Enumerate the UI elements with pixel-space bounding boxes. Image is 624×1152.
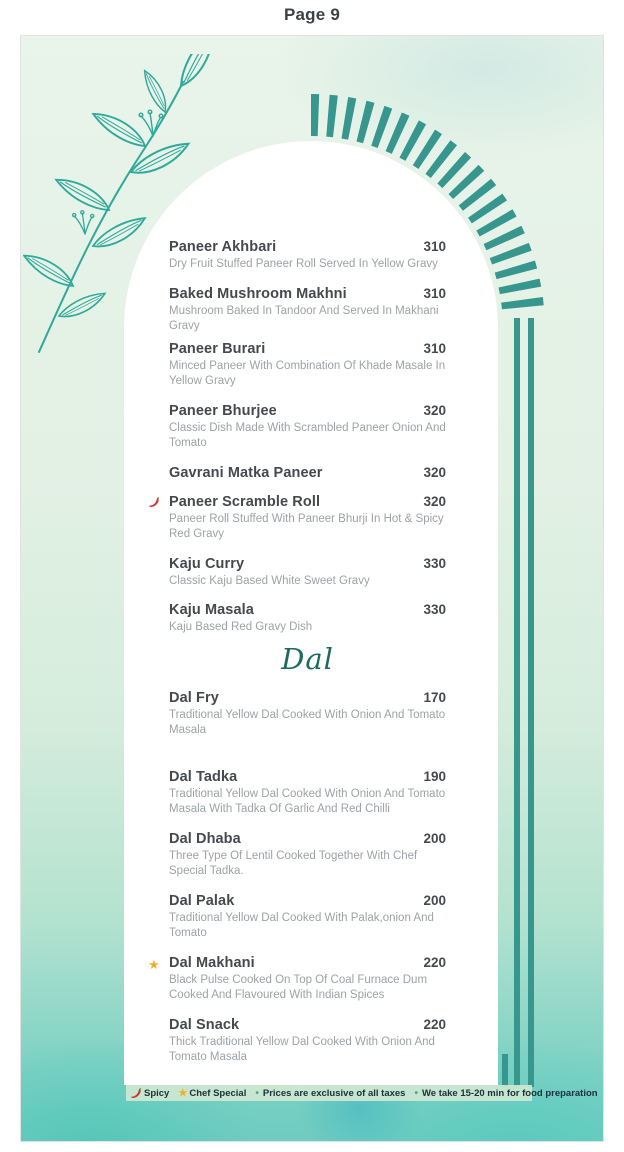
item-description: Traditional Yellow Dal Cooked With Palak,onion And Tomato <box>169 911 434 939</box>
item-price: 320 <box>423 402 446 418</box>
item-name: Dal Snack <box>169 1016 240 1033</box>
item-price: 200 <box>423 892 446 908</box>
legend-label: Chef Special <box>189 1087 247 1099</box>
menu-item <box>169 1017 446 1066</box>
item-name: Baked Mushroom Makhni <box>169 285 347 302</box>
chef-special-star-icon: ★ <box>148 956 160 972</box>
item-name: Dal Tadka <box>169 768 238 785</box>
menu-card <box>124 141 498 1085</box>
item-name: Paneer Scramble Roll <box>169 493 321 510</box>
item-price: 310 <box>423 239 446 254</box>
item-description: Minced Paneer With Combination Of Khade Masale In Yellow Gravy <box>169 359 446 387</box>
menu-item <box>148 954 446 1004</box>
item-description: Classic Dish Made With Scrambled Paneer Onion And Tomato <box>169 421 446 449</box>
item-name: Paneer Bhurjee <box>169 402 277 419</box>
item-price: 170 <box>423 689 446 705</box>
menu-item <box>169 769 446 818</box>
item-description: Classic Kaju Based White Sweet Gravy <box>169 574 370 587</box>
menu-item <box>169 831 446 880</box>
item-price: 330 <box>423 555 446 571</box>
item-price: 310 <box>423 285 446 301</box>
dot-separator-icon: • <box>255 1087 259 1099</box>
item-price: 200 <box>423 830 446 846</box>
legend-label: Prices are exclusive of all taxes <box>262 1087 406 1099</box>
legend-label: Spicy <box>144 1087 170 1099</box>
menu-item <box>169 239 446 273</box>
menu-item <box>169 690 446 739</box>
item-description: Traditional Yellow Dal Cooked With Onion And Tomato Masala With Tadka Of Garlic And Red Chilli <box>169 787 446 815</box>
item-name: Dal Makhani <box>169 954 255 971</box>
item-description: Thick Traditional Yellow Dal Cooked With Onion And Tomato Masala <box>169 1035 435 1063</box>
menu-item <box>169 494 446 543</box>
page-number-label: Page 9 <box>283 5 340 24</box>
menu-sections <box>124 141 498 1066</box>
menu-item <box>169 893 446 942</box>
dot-separator-icon: • <box>414 1087 418 1099</box>
spicy-chili-icon <box>130 1087 142 1099</box>
legend-label: We take 15-20 min for food preparation <box>421 1087 598 1099</box>
footer-legend-bar <box>126 1085 598 1101</box>
menu-item <box>169 286 446 335</box>
item-name: Gavrani Matka Paneer <box>169 464 323 481</box>
menu-item <box>169 465 446 481</box>
item-name: Dal Dhaba <box>169 830 241 847</box>
legend-item <box>178 1088 246 1099</box>
item-name: Kaju Curry <box>169 555 245 572</box>
item-name: Kaju Masala <box>169 602 254 618</box>
menu-item <box>169 556 446 590</box>
item-description: Paneer Roll Stuffed With Paneer Bhurji In Hot & Spicy Red Gravy <box>169 512 444 540</box>
menu-section-title: Dal <box>281 641 334 676</box>
item-description: Kaju Based Red Gravy Dish <box>169 621 313 633</box>
item-name: Dal Palak <box>169 892 235 909</box>
menu-item <box>169 403 446 452</box>
item-price: 330 <box>423 602 446 617</box>
menu-item <box>169 341 446 390</box>
item-price: 310 <box>423 340 446 356</box>
item-name: Paneer Akhbari <box>169 239 277 255</box>
item-name: Dal Fry <box>169 689 219 706</box>
legend-item <box>130 1087 169 1099</box>
item-price: 220 <box>423 1016 446 1032</box>
item-description: Traditional Yellow Dal Cooked With Onion And Tomato Masala <box>169 708 446 736</box>
item-description: Mushroom Baked In Tandoor And Served In Makhani Gravy <box>169 304 439 332</box>
item-name: Paneer Burari <box>169 340 266 357</box>
item-description: Three Type Of Lentil Cooked Together With Chef Special Tadka. <box>169 849 418 877</box>
legend-item <box>255 1088 405 1099</box>
chef-special-star-icon: ★ <box>178 1087 188 1099</box>
item-price: 220 <box>423 954 446 970</box>
item-price: 320 <box>423 464 446 480</box>
item-price: 190 <box>423 768 446 784</box>
menu-item <box>169 602 446 636</box>
item-description: Black Pulse Cooked On Top Of Coal Furnace Dum Cooked And Flavoured With Indian Spices <box>169 973 428 1001</box>
legend-item <box>414 1088 597 1099</box>
spicy-chili-icon <box>148 495 162 509</box>
menu-page-artwork <box>20 35 604 1142</box>
item-price: 320 <box>423 493 446 509</box>
item-description: Dry Fruit Stuffed Paneer Roll Served In Yellow Gravy <box>169 258 438 270</box>
